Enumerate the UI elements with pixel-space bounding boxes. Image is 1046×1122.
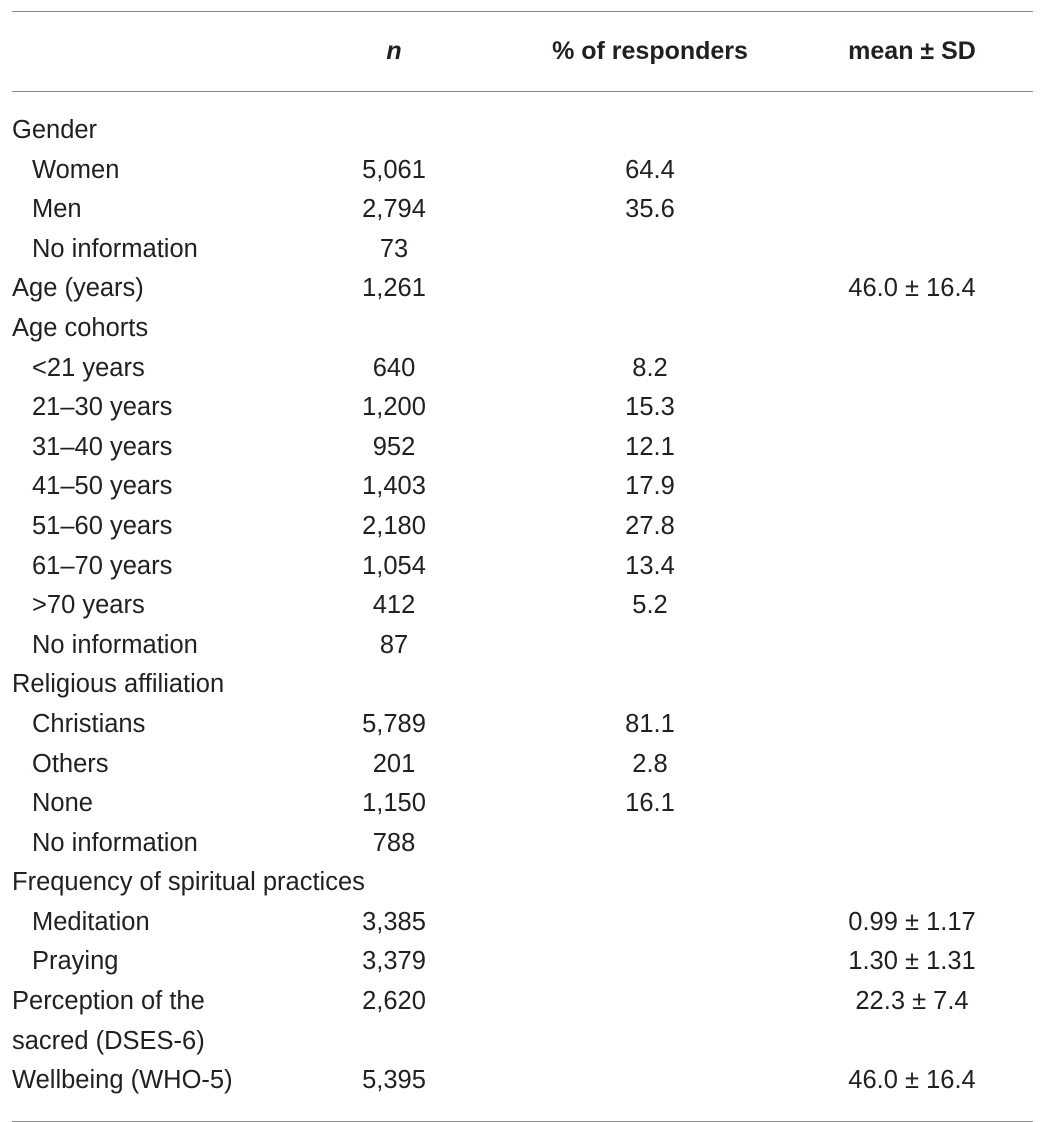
row-label: Women [32, 155, 120, 184]
row-mean-sd: 0.99 ± 1.17 [848, 907, 976, 936]
row-label: Gender [12, 116, 98, 144]
row-percent: 13.4 [625, 551, 675, 580]
header-rule [12, 91, 1033, 92]
row-label: Praying [32, 947, 119, 976]
row-percent: 64.4 [625, 155, 675, 184]
row-n: 3,385 [362, 907, 426, 936]
row-label: 41–50 years [32, 472, 173, 501]
row-percent: 17.9 [625, 472, 675, 501]
table-body [0, 111, 1046, 1101]
row-label: 31–40 years [32, 432, 173, 461]
row-percent: 5.2 [632, 591, 668, 620]
row-label: Age cohorts [12, 313, 149, 342]
row-mean-sd: 46.0 ± 16.4 [848, 274, 976, 303]
row-n: 1,403 [362, 472, 426, 501]
row-n: 1,054 [362, 551, 426, 580]
table-row [0, 230, 1046, 270]
header-n: n [386, 37, 402, 65]
row-n: 5,395 [362, 1066, 426, 1095]
table-row [0, 467, 1046, 507]
table-row [0, 942, 1046, 982]
table-row [0, 626, 1046, 666]
table-row [0, 388, 1046, 428]
top-rule [12, 11, 1033, 12]
table-row [0, 903, 1046, 943]
table-row [0, 863, 1046, 903]
row-n: 640 [372, 353, 416, 382]
row-n: 2,180 [362, 511, 426, 540]
row-percent: 12.1 [625, 432, 675, 461]
row-percent: 2.8 [632, 749, 668, 778]
row-label: None [32, 789, 93, 818]
table-row [0, 784, 1046, 824]
row-label: >70 years [32, 591, 145, 620]
row-n: 952 [372, 432, 416, 461]
row-label: No information [32, 630, 198, 659]
table-row [0, 428, 1046, 468]
table-row [0, 1061, 1046, 1101]
row-percent: 35.6 [625, 195, 675, 224]
row-label: Men [32, 195, 82, 224]
row-label: No information [32, 828, 198, 857]
row-label: 61–70 years [32, 551, 173, 580]
row-label: No information [32, 234, 198, 263]
row-n: 5,789 [362, 709, 426, 738]
row-n: 1,200 [362, 393, 426, 422]
row-mean-sd: 46.0 ± 16.4 [848, 1066, 976, 1095]
row-mean-sd: 1.30 ± 1.31 [848, 947, 976, 976]
row-n: 2,620 [362, 987, 426, 1016]
row-mean-sd: 22.3 ± 7.4 [855, 987, 969, 1016]
row-percent: 16.1 [625, 789, 675, 818]
row-n: 3,379 [362, 947, 426, 976]
row-label: Meditation [32, 907, 150, 936]
row-label: Religious affiliation [12, 670, 225, 699]
table-row [0, 309, 1046, 349]
table-row [0, 665, 1046, 705]
table-row [0, 349, 1046, 389]
row-n: 1,150 [362, 789, 426, 818]
row-n: 73 [379, 234, 409, 263]
row-label: 51–60 years [32, 511, 173, 540]
table-row [0, 745, 1046, 785]
row-label: Wellbeing (WHO-5) [12, 1066, 233, 1095]
row-percent: 8.2 [632, 353, 668, 382]
row-label: Others [32, 749, 109, 778]
row-n: 1,261 [362, 274, 426, 303]
row-label: Age (years) [12, 274, 144, 303]
table-row [0, 705, 1046, 745]
table-row [0, 269, 1046, 309]
row-percent: 81.1 [625, 709, 675, 738]
row-n: 2,794 [362, 195, 426, 224]
row-label: <21 years [32, 353, 145, 382]
table-row [0, 190, 1046, 230]
row-n: 412 [372, 591, 416, 620]
row-n: 5,061 [362, 155, 426, 184]
table-row [0, 982, 1046, 1061]
row-percent: 27.8 [625, 511, 675, 540]
row-n: 87 [379, 630, 409, 659]
table-row [0, 586, 1046, 626]
table-row [0, 824, 1046, 864]
table-row [0, 507, 1046, 547]
row-label: Perception of the sacred (DSES-6) [12, 987, 205, 1055]
row-label: Christians [32, 709, 146, 738]
row-n: 788 [372, 828, 416, 857]
row-label: 21–30 years [32, 393, 173, 422]
table-row [0, 111, 1046, 151]
row-n: 201 [372, 749, 416, 778]
header-percent: % of responders [552, 37, 748, 65]
table-row [0, 151, 1046, 191]
row-label: Frequency of spiritual practices [12, 868, 365, 897]
row-percent: 15.3 [625, 393, 675, 422]
table-row [0, 547, 1046, 587]
table-header [0, 30, 1046, 74]
header-mean-sd: mean ± SD [848, 37, 976, 65]
